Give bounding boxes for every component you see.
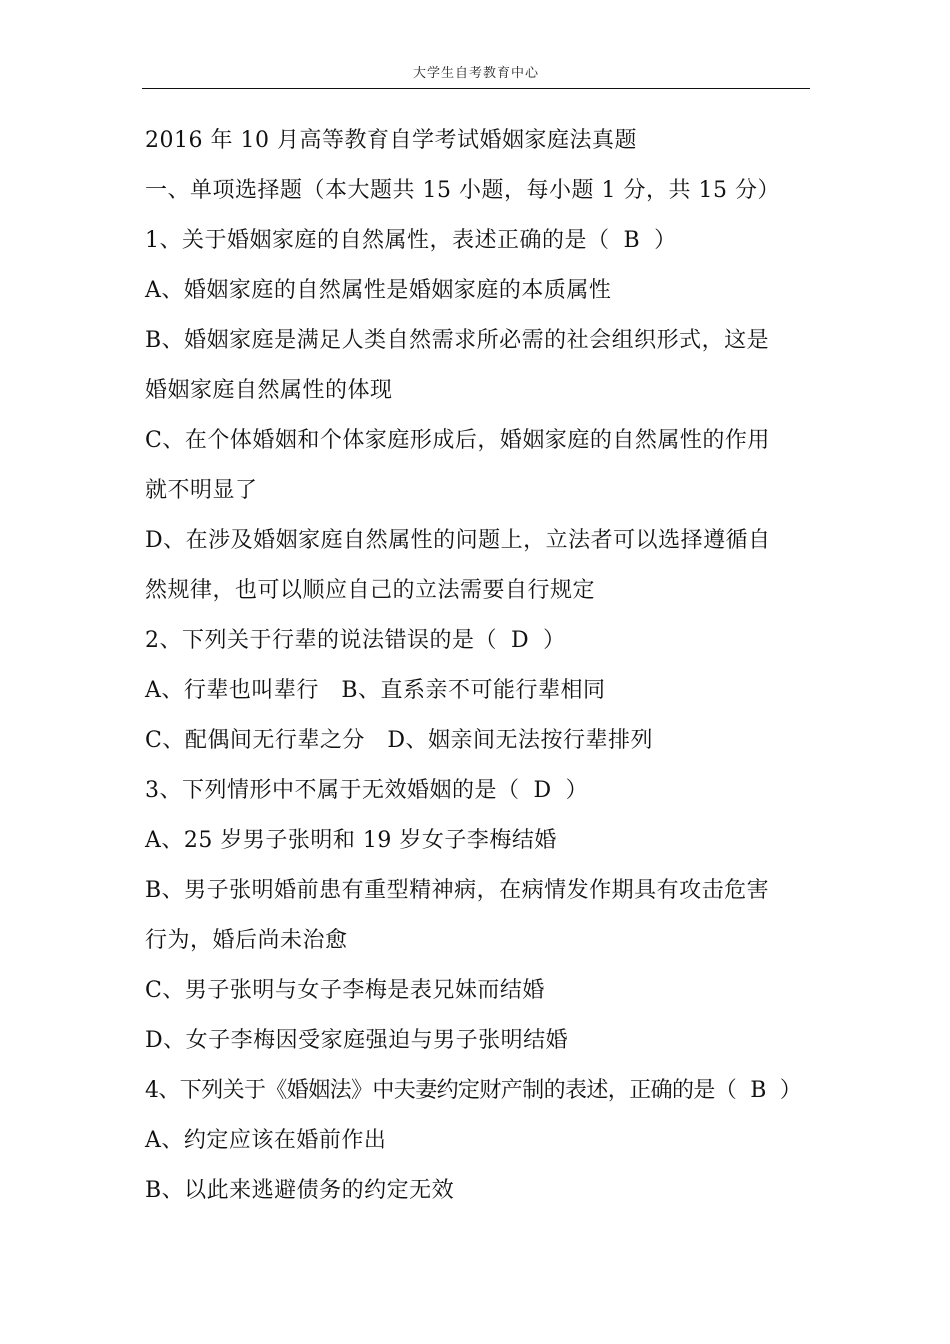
option-line: C、在个体婚姻和个体家庭形成后，婚姻家庭的自然属性的作用 bbox=[145, 428, 770, 453]
question-stem: 1、关于婚姻家庭的自然属性，表述正确的是（ bbox=[145, 228, 610, 253]
page-header: 大学生自考教育中心 bbox=[412, 66, 539, 81]
document-title: 2016 年 10 月高等教育自学考试婚姻家庭法真题 bbox=[145, 128, 637, 153]
question-2 bbox=[145, 616, 825, 666]
option-line: C、男子张明与女子李梅是表兄妹而结婚 bbox=[145, 978, 545, 1003]
option-line: B、以此来逃避债务的约定无效 bbox=[145, 1178, 455, 1203]
question-close: ） bbox=[565, 778, 589, 803]
option-line: A、婚姻家庭的自然属性是婚姻家庭的本质属性 bbox=[145, 278, 612, 303]
section-heading: 一、单项选择题（本大题共 15 小题，每小题 1 分，共 15 分） bbox=[145, 178, 780, 203]
question-3 bbox=[145, 766, 825, 816]
option-line: 就不明显了 bbox=[145, 478, 258, 503]
question-stem: 4、下列关于《婚姻法》中夫妻约定财产制的表述，正确的是（ bbox=[145, 1078, 737, 1103]
option-line: A、行辈也叫辈行 B、直系亲不可能行辈相同 bbox=[145, 678, 606, 703]
header-divider bbox=[142, 88, 810, 89]
option-line: A、约定应该在婚前作出 bbox=[145, 1128, 387, 1153]
question-close: ） bbox=[654, 228, 677, 253]
answer-mark: B bbox=[623, 228, 641, 253]
option-line: B、男子张明婚前患有重型精神病，在病情发作期具有攻击危害 bbox=[145, 878, 770, 903]
answer-mark: D bbox=[533, 778, 552, 803]
question-close: ） bbox=[543, 628, 566, 653]
answer-mark: B bbox=[750, 1078, 766, 1103]
question-stem: 3、下列情形中不属于无效婚姻的是（ bbox=[145, 778, 520, 803]
option-line: D、女子李梅因受家庭强迫与男子张明结婚 bbox=[145, 1028, 569, 1053]
option-line: 婚姻家庭自然属性的体现 bbox=[145, 378, 393, 403]
option-line: D、在涉及婚姻家庭自然属性的问题上，立法者可以选择遵循自 bbox=[145, 528, 771, 553]
option-line: B、婚姻家庭是满足人类自然需求所必需的社会组织形式，这是 bbox=[145, 328, 770, 353]
answer-mark: D bbox=[511, 628, 530, 653]
option-line: A、25 岁男子张明和 19 岁女子李梅结婚 bbox=[145, 828, 557, 853]
question-1 bbox=[145, 216, 825, 266]
document-body bbox=[145, 116, 825, 1216]
option-line: 然规律，也可以顺应自己的立法需要自行规定 bbox=[145, 578, 596, 603]
option-line: C、配偶间无行辈之分 D、姻亲间无法按行辈排列 bbox=[145, 728, 653, 753]
question-close: ） bbox=[779, 1078, 802, 1103]
question-4 bbox=[145, 1066, 825, 1116]
question-stem: 2、下列关于行辈的说法错误的是（ bbox=[145, 628, 497, 653]
option-line: 行为，婚后尚未治愈 bbox=[145, 928, 348, 953]
